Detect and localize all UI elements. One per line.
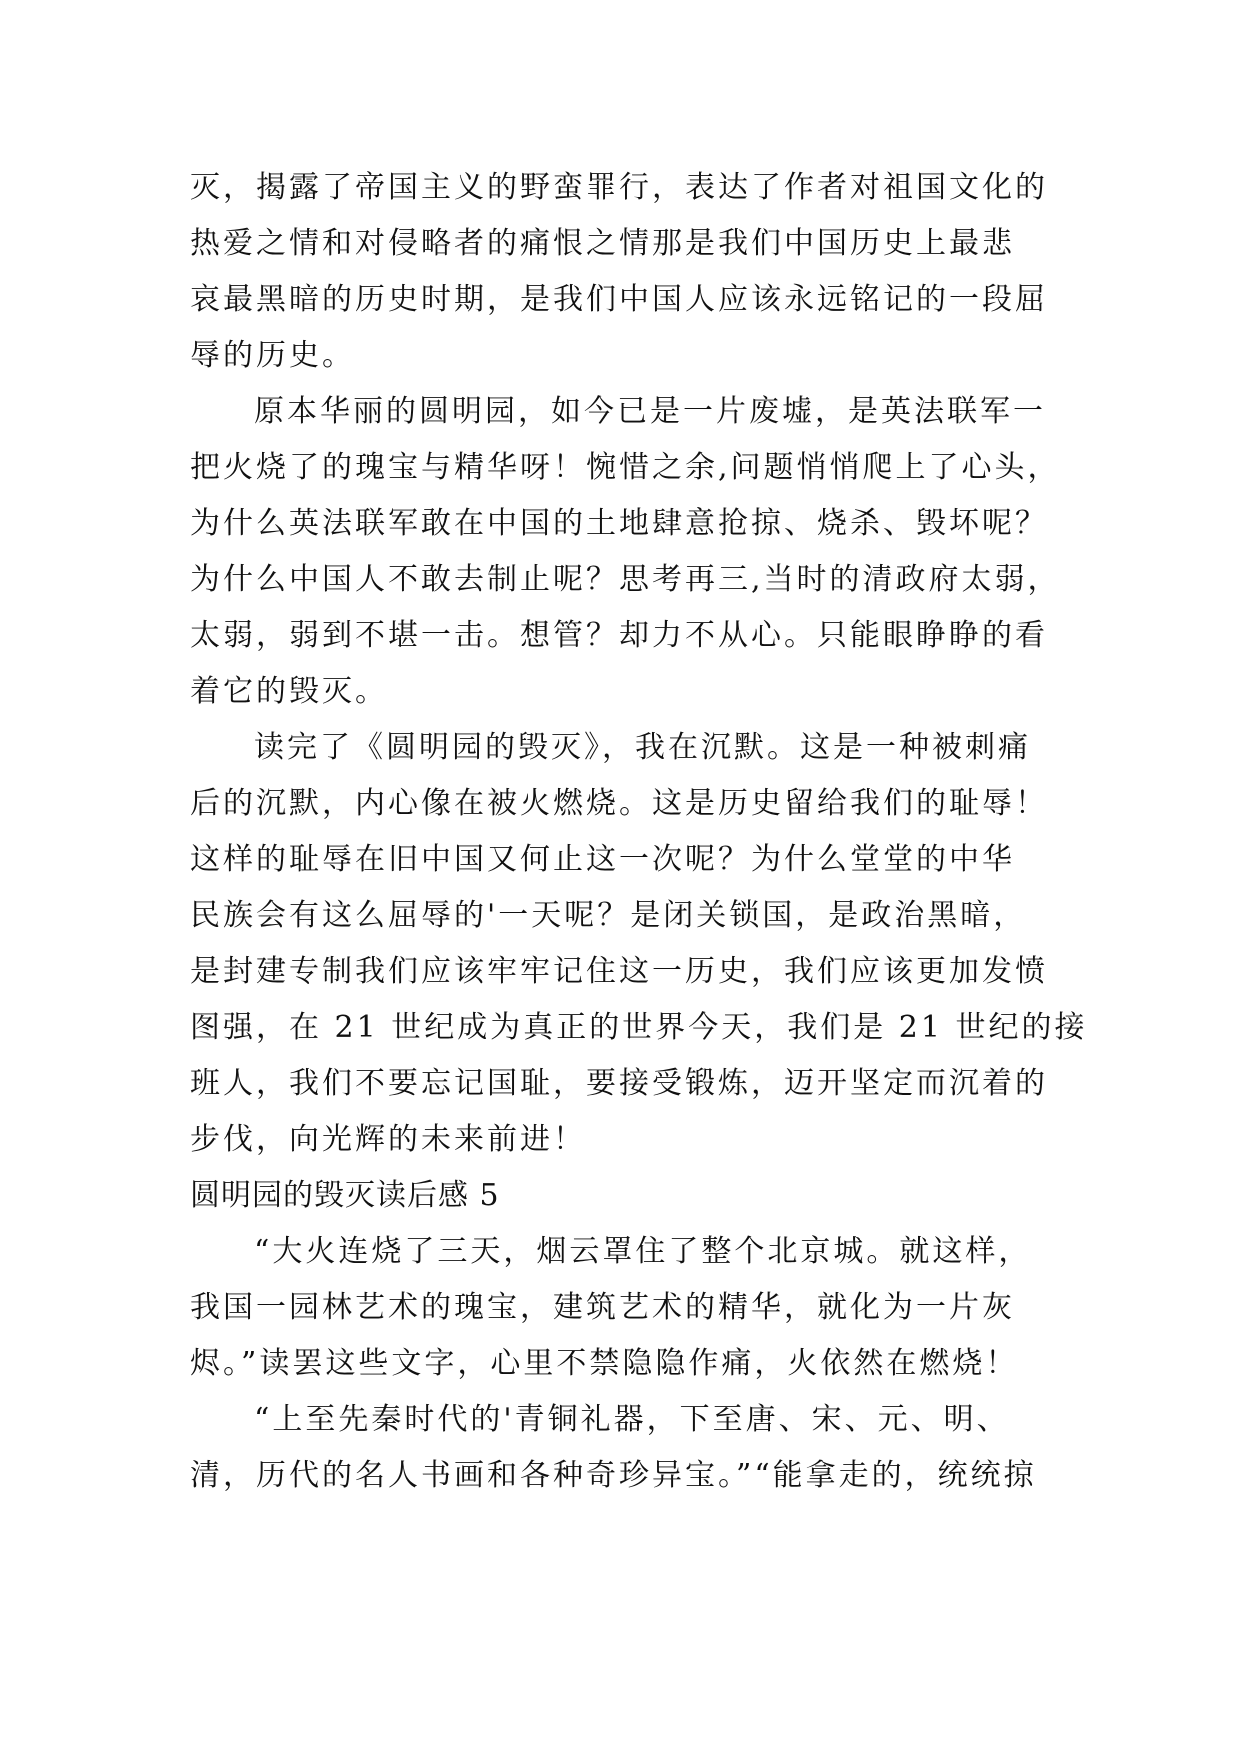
text-line: 图强，在 21 世纪成为真正的世界今天，我们是 21 世纪的接 bbox=[190, 1010, 1088, 1045]
text-line: 民族会有这么屈辱的'一天呢？是闭关锁国，是政治黑暗， bbox=[190, 898, 1027, 933]
text-line: 烬。”读罢这些文字，心里不禁隐隐作痛，火依然在燃烧！ bbox=[190, 1346, 1019, 1381]
text-line: 这样的耻辱在旧中国又何止这一次呢？为什么堂堂的中华 bbox=[190, 842, 1015, 877]
text-line: 着它的毁灭。 bbox=[190, 674, 388, 709]
paragraph-start-line: 原本华丽的圆明园，如今已是一片废墟，是英法联军一 bbox=[254, 394, 1046, 429]
text-line: 我国一园林艺术的瑰宝，建筑艺术的精华，就化为一片灰 bbox=[190, 1290, 1015, 1325]
text-line: 太弱，弱到不堪一击。想管？却力不从心。只能眼睁睁的看 bbox=[190, 618, 1048, 653]
text-line: 班人，我们不要忘记国耻，要接受锻炼，迈开坚定而沉着的 bbox=[190, 1066, 1048, 1101]
text-line: 为什么英法联军敢在中国的土地肆意抢掠、烧杀、毁坏呢？ bbox=[190, 506, 1048, 541]
text-line: 是封建专制我们应该牢牢记住这一历史，我们应该更加发愤 bbox=[190, 954, 1048, 989]
text-line: 为什么中国人不敢去制止呢？思考再三,当时的清政府太弱， bbox=[190, 562, 1061, 597]
paragraph-start-line: “上至先秦时代的'青铜礼器，下至唐、宋、元、明、 bbox=[254, 1402, 1010, 1437]
text-line: 清，历代的名人书画和各种奇珍异宝。”“能拿走的，统统掠 bbox=[190, 1458, 1037, 1493]
text-line: 后的沉默，内心像在被火燃烧。这是历史留给我们的耻辱！ bbox=[190, 786, 1048, 821]
essay-text bbox=[190, 160, 1088, 1504]
text-line: 把火烧了的瑰宝与精华呀！惋惜之余,问题悄悄爬上了心头， bbox=[190, 450, 1061, 485]
text-line: 热爱之情和对侵略者的痛恨之情那是我们中国历史上最悲 bbox=[190, 226, 1015, 261]
paragraph-start-line: “大火连烧了三天，烟云罩住了整个北京城。就这样， bbox=[254, 1234, 1032, 1269]
text-line: 步伐，向光辉的未来前进！ bbox=[190, 1122, 586, 1157]
text-line: 灭，揭露了帝国主义的野蛮罪行，表达了作者对祖国文化的 bbox=[190, 170, 1048, 205]
text-line: 哀最黑暗的历史时期，是我们中国人应该永远铭记的一段屈 bbox=[190, 282, 1048, 317]
text-line: 辱的历史。 bbox=[190, 338, 355, 373]
section-heading: 圆明园的毁灭读后感 5 bbox=[190, 1178, 500, 1213]
paragraph-start-line: 读完了《圆明园的毁灭》，我在沉默。这是一种被刺痛 bbox=[254, 730, 1031, 765]
